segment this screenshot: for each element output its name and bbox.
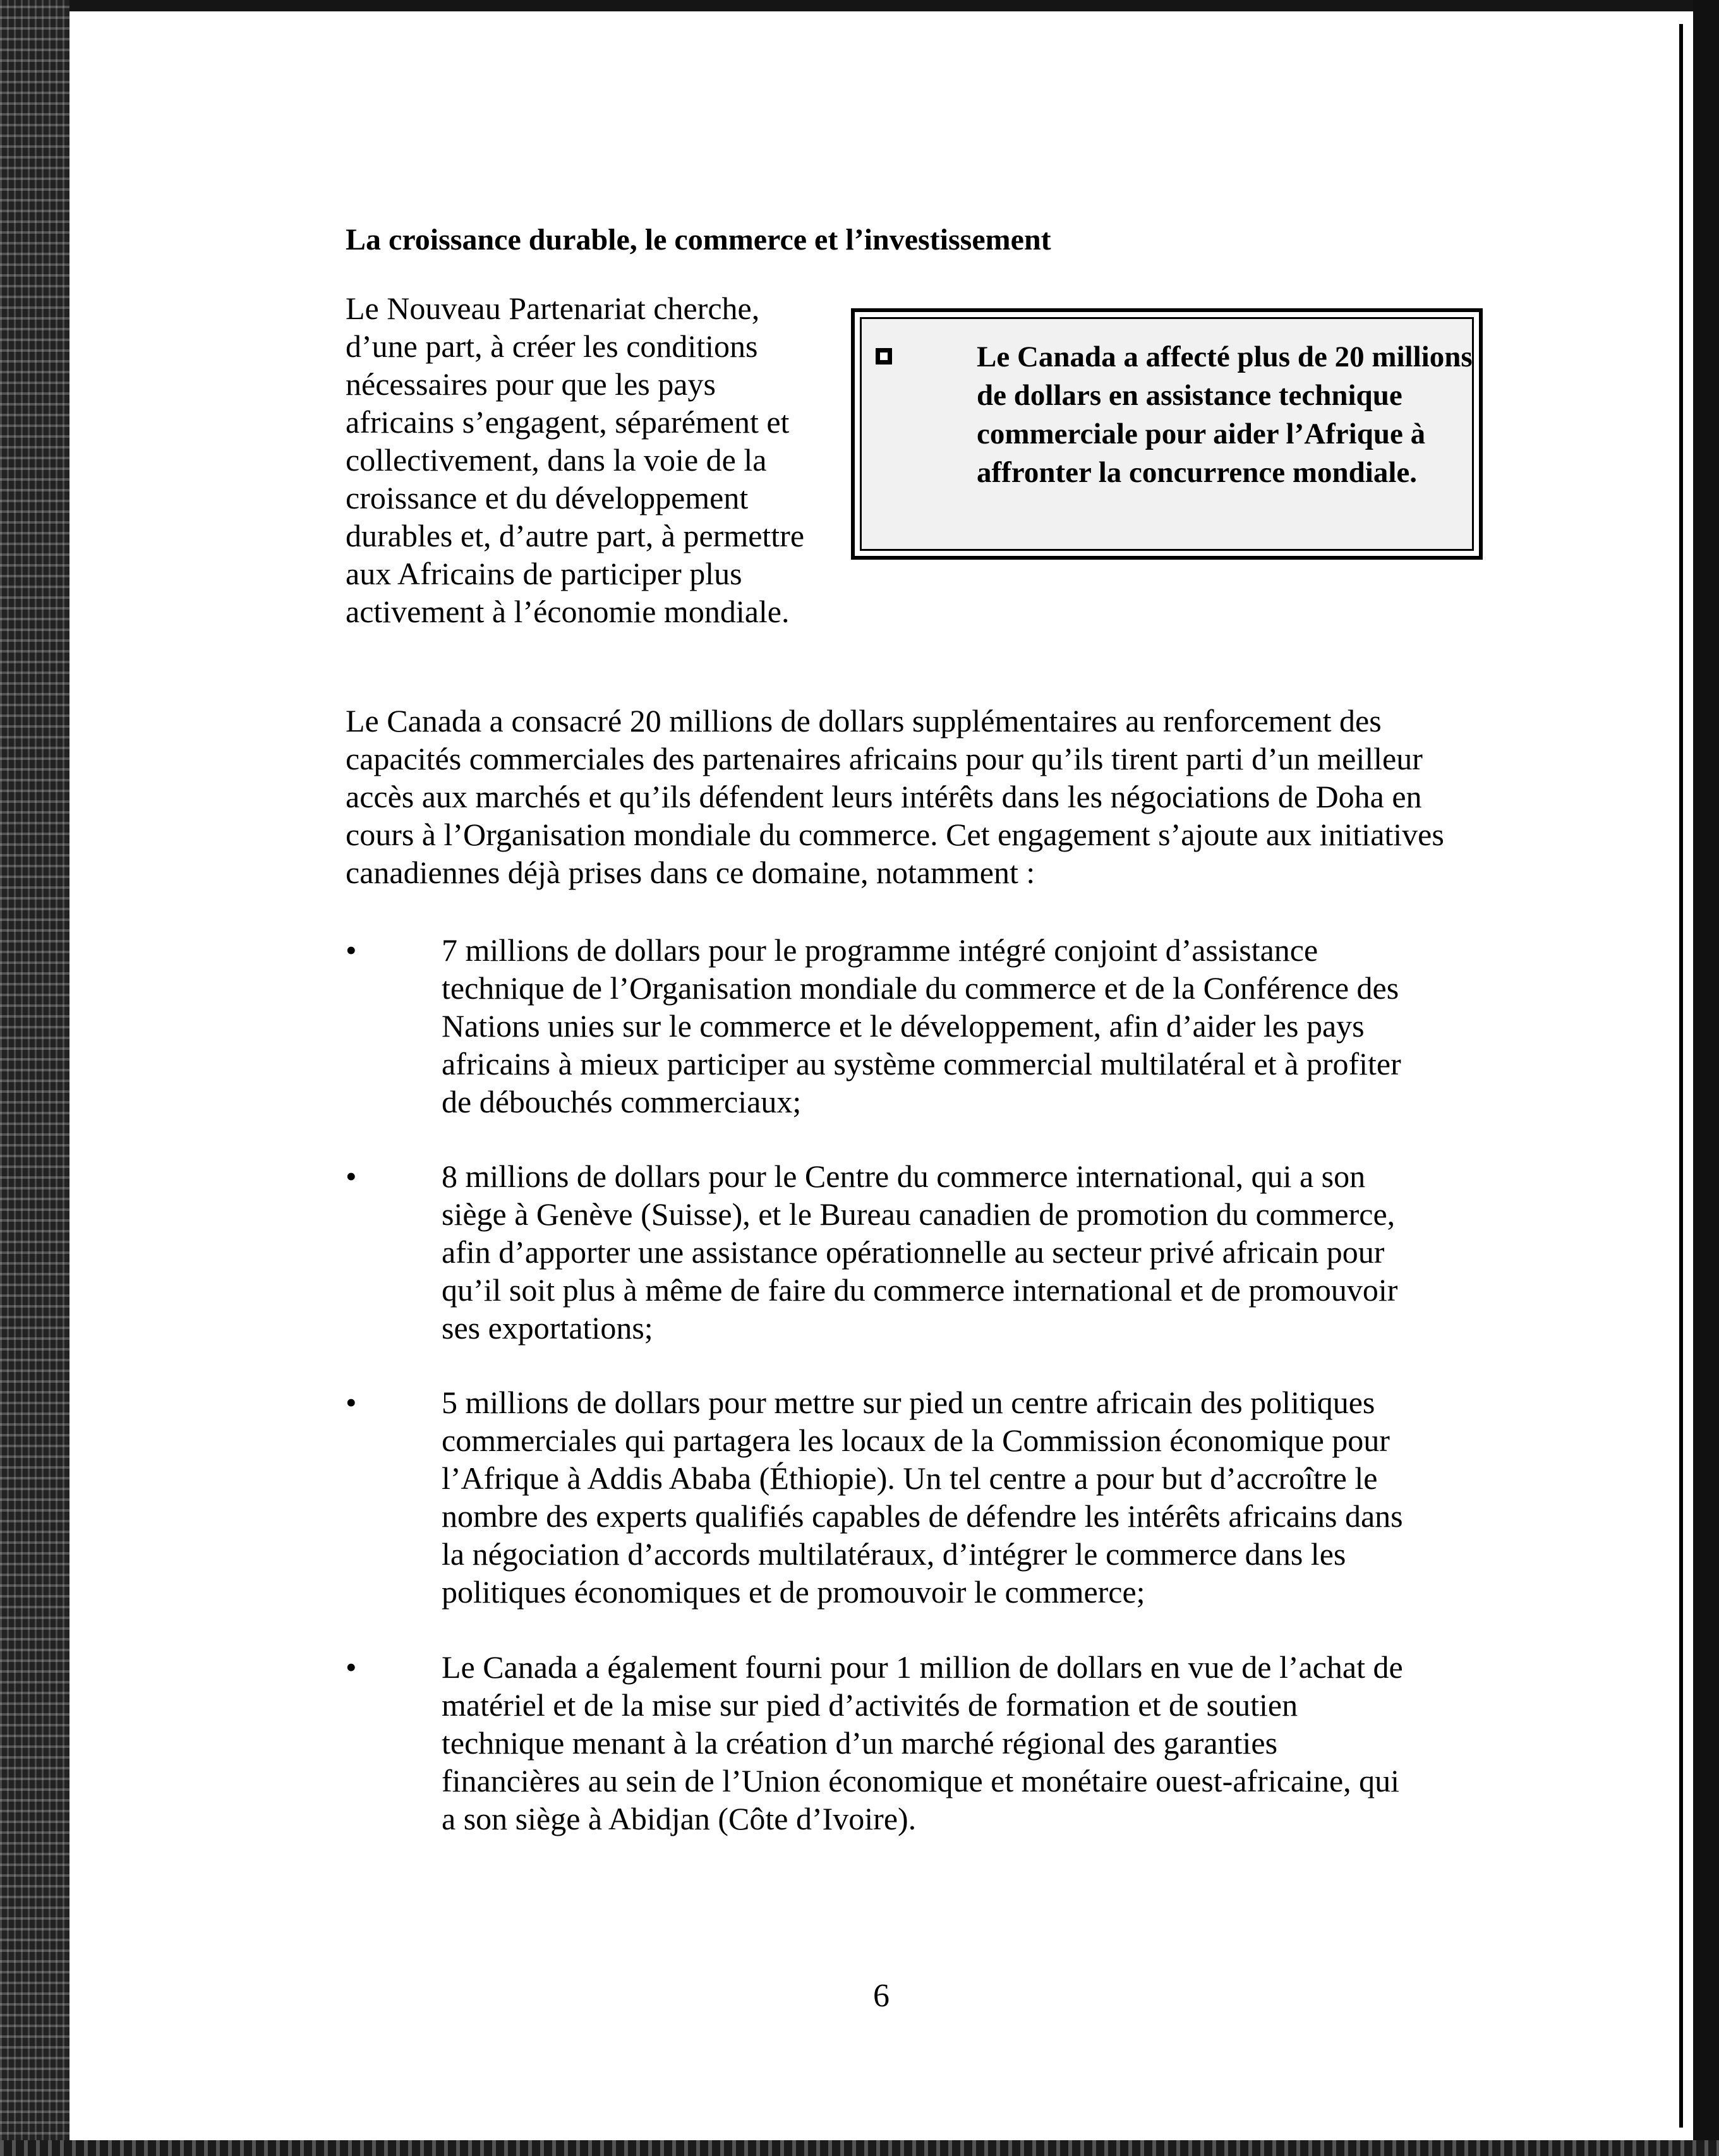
intro-paragraph: Le Nouveau Partenariat cherche, d’une part, à créer les conditions nécessaires pour que les pays africains s’engagent, séparément et collectivement, dans la voie de la croissance et du développement durables et, d’autre part, à permettre aux Africains de participer plus activement à l’économie mondiale.: [346, 291, 805, 629]
bullet-icon: •: [346, 932, 357, 968]
bullet-icon: •: [346, 1649, 357, 1685]
section-heading: La croissance durable, le commerce et l’investissement: [346, 223, 1051, 256]
document-page: [69, 11, 1693, 2140]
bullet-icon: •: [346, 1385, 357, 1420]
callout-inner-frame: [860, 317, 1474, 551]
page-number: 6: [873, 1978, 890, 2014]
scan-border-left: [0, 0, 69, 2156]
scan-border-top: [0, 0, 1719, 11]
square-bullet-icon: [876, 348, 892, 364]
list-item-text: 8 millions de dollars pour le Centre du commerce international, qui a son siège à Genève (Suisse), et le Bureau canadien de promotion du commerce, afin d’apporter une assistance opérationnelle au secteur privé africain pour qu’il soit plus à même de faire du commerce international et de promouvoir ses exportations;: [442, 1159, 1398, 1346]
callout-box: [851, 308, 1483, 560]
callout-text: Le Canada a affecté plus de 20 millions de dollars en assistance technique commerciale pour aider l’Afrique à affronter la concurrence mondiale.: [977, 340, 1473, 489]
bullet-icon: •: [346, 1159, 357, 1194]
scan-border-right: [1693, 0, 1719, 2156]
second-paragraph: Le Canada a consacré 20 millions de dollars supplémentaires au renforcement des capacités commerciales des partenaires africains pour qu’ils tirent parti d’un meilleur accès aux marchés et qu’ils défendent leurs intérêts dans les négociations de Doha en cours à l’Organisation mondiale du commerce. Cet engagement s’ajoute aux initiatives canadiennes déjà prises dans ce domaine, notamment :: [346, 703, 1444, 890]
list-item-text: 5 millions de dollars pour mettre sur pied un centre africain des politiques commerciales qui partagera les locaux de la Commission économique pour l’Afrique à Addis Ababa (Éthiopie). Un tel centre a pour but d’accroître le nombre des experts qualifiés capables de défendre les intérêts africains dans la négociation d’accords multilatéraux, d’intégrer le commerce dans les politiques économiques et de promouvoir le commerce;: [442, 1385, 1403, 1610]
list-item-text: 7 millions de dollars pour le programme intégré conjoint d’assistance technique de l’Organisation mondiale du commerce et de la Conférence des Nations unies sur le commerce et le développement, afin d’aider les pays africains à mieux participer au système commercial multilatéral et à profiter de débouchés commerciaux;: [442, 932, 1401, 1119]
list-item-text: Le Canada a également fourni pour 1 million de dollars en vue de l’achat de matériel et de la mise sur pied d’activités de formation et de soutien technique menant à la création d’un marché régional des garanties financières au sein de l’Union économique et monétaire ouest-africaine, qui a son siège à Abidjan (Côte d’Ivoire).: [442, 1649, 1403, 1836]
scan-border-bottom: [0, 2140, 1719, 2156]
intro-section: [346, 289, 1483, 630]
page-right-edge-line: [1679, 24, 1683, 2128]
